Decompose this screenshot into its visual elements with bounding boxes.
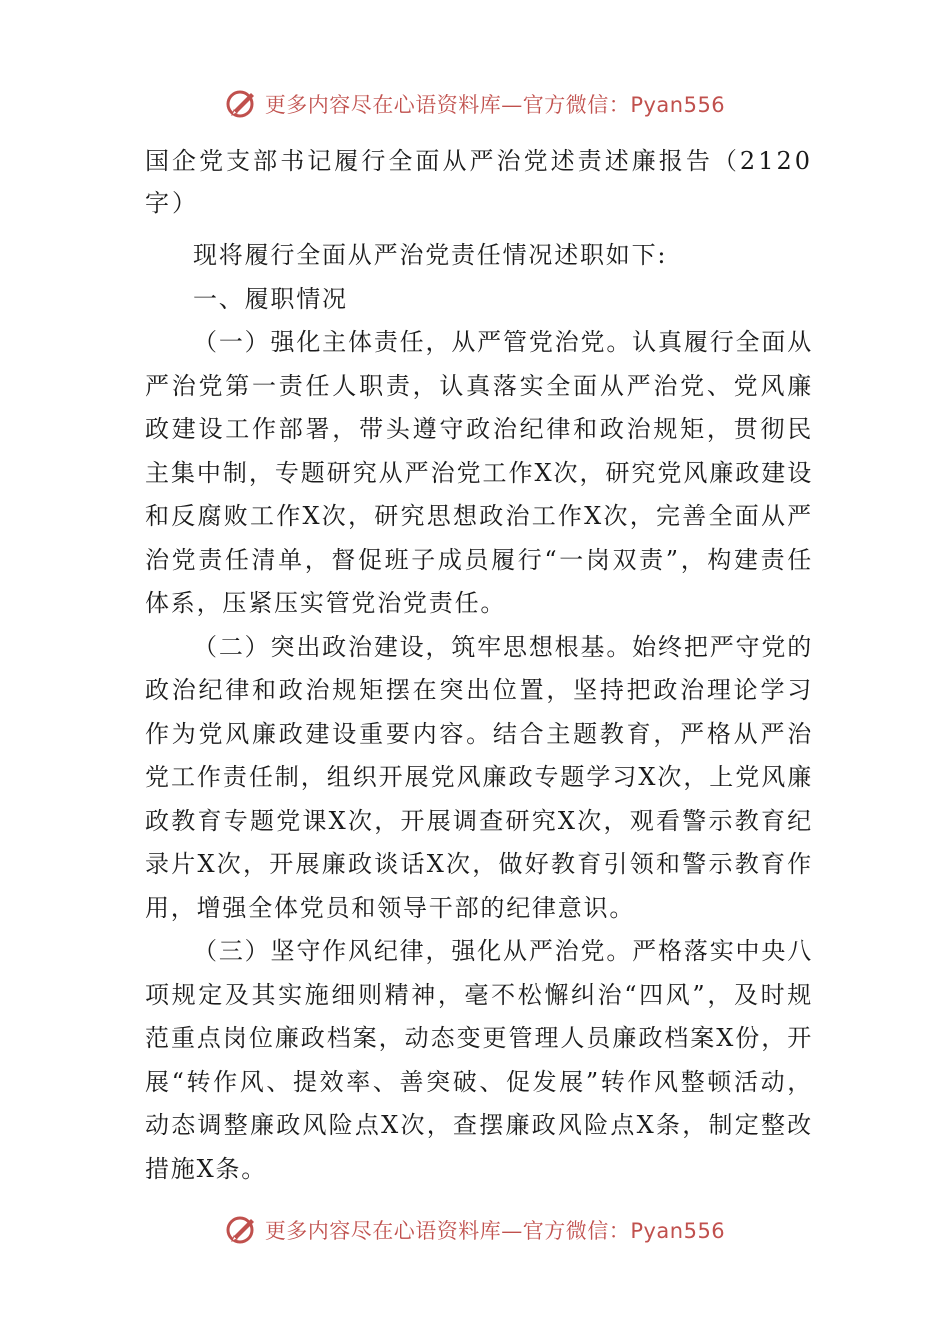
section-heading: 一、履职情况 [193, 284, 348, 313]
pen-logo-icon [225, 1213, 259, 1247]
intro-paragraph: 现将履行全面从严治党责任情况述职如下: [193, 241, 668, 269]
footer-watermark [0, 1208, 950, 1252]
document-body [145, 140, 813, 1191]
body-paragraph: （二）突出政治建设，筑牢思想根基。始终把严守党的政治纪律和政治规矩摆在突出位置，坚持把政治理论学习作为党风廉政建设重要内容。结合主题教育，严格从严治党工作责任制，组织开展党风廉政专题学习X次，上党风廉政教育专题党课X次，开展调查研究X次，观看警示教育纪录片X次，开展廉政谈话X次，做好教育引领和警示教育作用，增强全体党员和领导干部的纪律意识。 [145, 632, 813, 922]
pen-logo-icon [225, 87, 259, 121]
body-paragraph: （三）坚守作风纪律，强化从严治党。严格落实中央八项规定及其实施细则精神，毫不松懈纠治“四风”，及时规范重点岗位廉政档案，动态变更管理人员廉政档案X份，开展“转作风、提效率、善突破、促发展”转作风整顿活动，动态调整廉政风险点X次，查摆廉政风险点X条，制定整改措施X条。 [145, 937, 813, 1183]
watermark-text: 更多内容尽在心语资料库—官方微信：Pyan556 [264, 93, 726, 117]
watermark-text: 更多内容尽在心语资料库—官方微信：Pyan556 [264, 1219, 726, 1243]
body-paragraph: （一）强化主体责任，从严管党治党。认真履行全面从严治党第一责任人职责，认真落实全面从严治党、党风廉政建设工作部署，带头遵守政治纪律和政治规矩，贯彻民主集中制，专题研究从严治党工作X次，研究党风廉政建设和反腐败工作X次，研究思想政治工作X次，完善全面从严治党责任清单，督促班子成员履行“一岗双责”，构建责任体系，压紧压实管党治党责任。 [145, 328, 813, 617]
document-title: 国企党支部书记履行全面从严治党述责述廉报告（2120字） [145, 147, 813, 217]
header-watermark [0, 82, 950, 126]
